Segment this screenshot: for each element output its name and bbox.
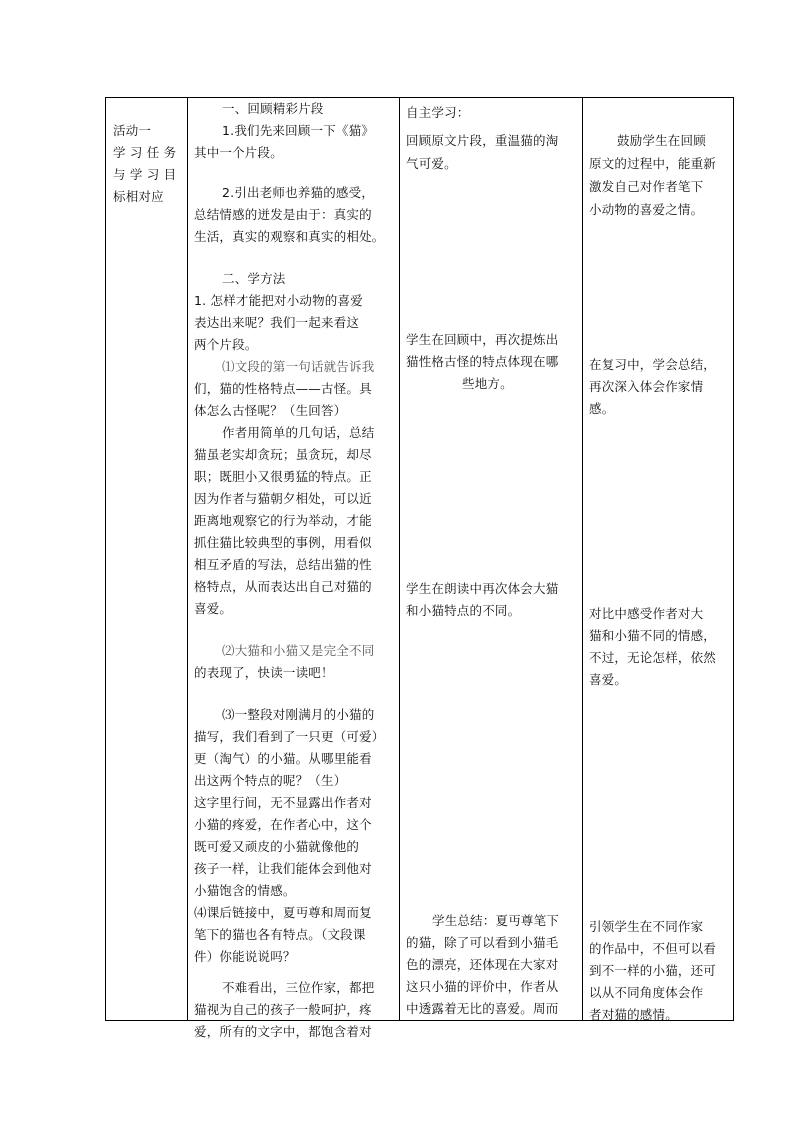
activity-title: 活动一 [113,123,152,138]
text-line: 猫和小猫不同的情感， [589,628,717,643]
text-line: 原文的过程中，能重新 [589,156,717,171]
text-line: 不过，无论怎样，依然 [589,650,717,665]
text-line: 件）你能说说吗？ [194,949,296,964]
text-line: ⑷课后链接中，夏丏尊和周而复 [194,905,372,920]
text-line: ⑵大猫和小猫又是完全不同 [222,643,375,658]
text-line: 孩子一样，让我们能体会到他对 [194,861,372,876]
text-line: 总结情感的迸发是由于：真实的 [194,207,372,222]
text-line: 职；既胆小又很勇猛的特点。正 [194,469,372,484]
text-line: 笔下的猫也各有特点。（文段课 [194,927,366,942]
design-intent-column [583,98,733,1020]
text-line: 中透露着无比的喜爱。周而 [406,1001,559,1016]
student-activity-column [400,98,582,1020]
lesson-plan-table [105,97,734,1039]
text-line: 既可爱又顽皮的小猫就像他的 [194,839,360,854]
text-line: 这只小猫的评价中，作者从 [406,979,559,994]
text-line: 和小猫特点的不同。 [406,603,521,618]
text-line: ⑶一整段对刚满月的小猫的 [222,707,375,722]
activity-column [106,98,187,1020]
text-line: 者对猫的感情。 [589,1007,678,1022]
text-line: 学生在朗读中再次体会大猫 [406,581,559,596]
text-line: 因为作者与猫朝夕相处，可以近 [194,491,372,506]
text-line: 这字里行间，无不显露出作者对 [194,795,372,810]
text-line: 小猫的疼爱，在作者心中，这个 [194,817,372,832]
text-line: 学生总结：夏丏尊笔下 [432,913,560,928]
activity-text: 标相对应 [113,189,164,204]
text-line: 再次深入体会作家情 [589,379,704,394]
text-line: 以从不同角度体会作 [589,985,704,1000]
text-line: 气可爱。 [406,156,457,171]
text-line: 激发自己对作者笔下 [589,179,704,194]
text-line: 的表现了，快读一读吧！ [194,665,334,680]
text-line: 作者用简单的几句话，总结 [222,425,375,440]
text-line: 感。 [589,401,615,416]
text-line: 2.引出老师也养猫的感受， [222,185,375,200]
text-line: 小动物的喜爱之情。 [589,202,704,217]
text-line: 两个片段。 [194,337,258,352]
text-line: 猫视为自己的孩子一般呵护，疼 [194,1002,372,1017]
text-line: 引领学生在不同作家 [589,919,704,934]
text-line: ⑴文段的第一句话就告诉我 [222,359,375,374]
text-line: 1. 怎样才能把对小动物的喜爱 [194,293,363,308]
text-line: 回顾原文片段，重温猫的淘 [406,133,559,148]
text-line: 鼓励学生在回顾 [617,133,706,148]
text-line: 表达出来呢？我们一起来看这 [194,315,360,330]
text-line: 们，猫的性格特点——古怪。具 [194,381,372,396]
text-line: 不难看出，三位作家，都把 [222,980,375,995]
text-line: 对比中感受作者对大 [589,606,704,621]
text-line: 抓住猫比较典型的事例，用看似 [194,535,372,550]
text-line: 其中一个片段。 [194,145,283,160]
text-line: 1.我们先来回顾一下《猫》 [222,123,375,138]
activity-text: 学 习 任 务 [113,145,177,160]
text-line: 距离地观察它的行为举动，才能 [194,513,372,528]
text-line: 更（淘气）的小猫。从哪里能看 [194,751,372,766]
text-line: 小猫饱含的情感。 [194,883,296,898]
text-line: 喜爱。 [589,672,628,687]
text-line: 猫虽老实却贪玩；虽贪玩，却尽 [194,447,372,462]
text-line: 爱，所有的文字中，都饱含着对 [194,1024,372,1039]
section-heading: 二、学方法 [222,271,286,286]
text-line: 些地方。 [462,376,513,391]
text-line: 格特点，从而表达出自己对猫的 [194,579,372,594]
teacher-activity-column [188,98,399,1039]
text-line: 生活，真实的观察和真实的相处。 [194,229,385,244]
text-line: 到不一样的小猫，还可 [589,963,717,978]
text-line: 描写，我们看到了一只更（可爱） [194,729,385,744]
text-line: 的猫，除了可以看到小猫毛 [406,935,559,950]
text-line: 出这两个特点的呢？（生） [194,773,347,788]
section-heading: 一、回顾精彩片段 [222,101,324,116]
text-line: 自主学习： [406,105,470,120]
text-line: 在复习中，学会总结， [589,357,717,372]
text-line: 相互矛盾的写法，总结出猫的性 [194,557,372,572]
text-line: 猫性格古怪的特点体现在哪 [406,354,559,369]
text-line: 体怎么古怪呢？（生回答） [194,403,347,418]
text-line: 色的漂亮，还体现在大家对 [406,957,559,972]
text-line: 的作品中，不但可以看 [589,941,717,956]
text-line: 喜爱。 [194,601,233,616]
text-line: 学生在回顾中，再次提炼出 [406,332,559,347]
activity-text: 与 学 习 目 [113,167,177,182]
